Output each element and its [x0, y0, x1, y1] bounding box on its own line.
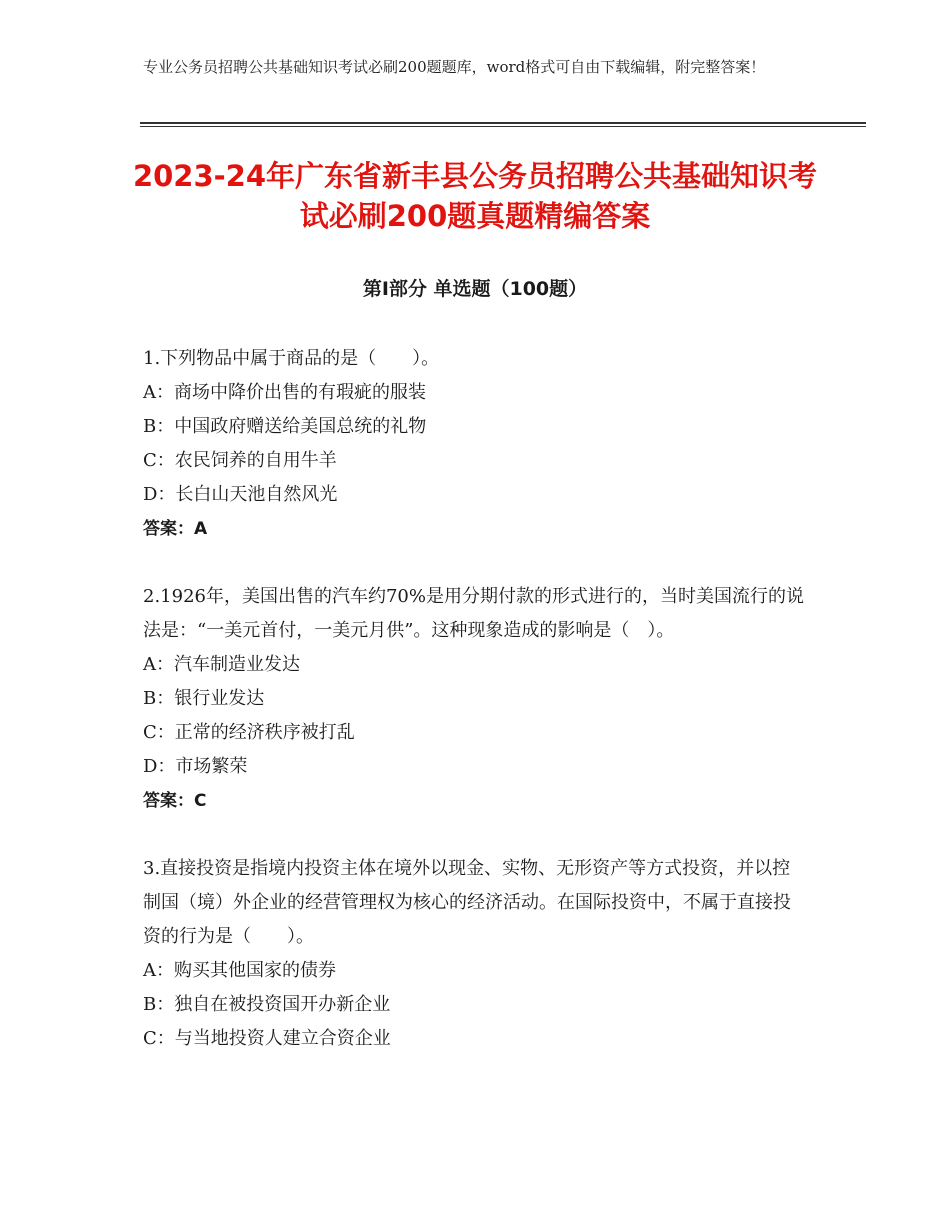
- answer: 答案：C: [143, 791, 207, 811]
- header-divider-thin: [140, 126, 866, 127]
- question-stem: 1.下列物品中属于商品的是（ ）。: [143, 348, 440, 369]
- header-note: 专业公务员招聘公共基础知识考试必刷200题题库，word格式可自由下载编辑，附完整答案！: [143, 58, 766, 76]
- header-divider: [140, 122, 866, 124]
- option-a: A：商场中降价出售的有瑕疵的服装: [143, 382, 426, 403]
- section-title: 第Ⅰ部分 单选题（100题）: [362, 278, 588, 300]
- option-b: B：独自在被投资国开办新企业: [143, 994, 391, 1015]
- option-a: A：汽车制造业发达: [143, 654, 300, 675]
- option-d: D：市场繁荣: [143, 756, 248, 777]
- question-3: [143, 852, 808, 1056]
- option-d: D：长白山天池自然风光: [143, 484, 338, 505]
- option-c: C：与当地投资人建立合资企业: [143, 1028, 391, 1049]
- option-c: C：农民饲养的自用牛羊: [143, 450, 337, 471]
- option-b: B：银行业发达: [143, 688, 265, 709]
- question-stem: 2.1926年，美国出售的汽车约70%是用分期付款的形式进行的，当时美国流行的说法是：“一美元首付，一美元月供”。这种现象造成的影响是（ ）。: [143, 586, 804, 641]
- answer: 答案：A: [143, 519, 208, 539]
- question-list: [143, 342, 808, 1090]
- question-stem: 3.直接投资是指境内投资主体在境外以现金、实物、无形资产等方式投资，并以控制国（境）外企业的经营管理权为核心的经济活动。在国际投资中，不属于直接投资的行为是（ ）。: [143, 858, 791, 947]
- option-c: C：正常的经济秩序被打乱: [143, 722, 355, 743]
- question-1: [143, 342, 808, 546]
- option-a: A：购买其他国家的债券: [143, 960, 336, 981]
- document-title: 2023-24年广东省新丰县公务员招聘公共基础知识考试必刷200题真题精编答案: [132, 159, 818, 233]
- question-2: [143, 580, 808, 818]
- option-b: B：中国政府赠送给美国总统的礼物: [143, 416, 427, 437]
